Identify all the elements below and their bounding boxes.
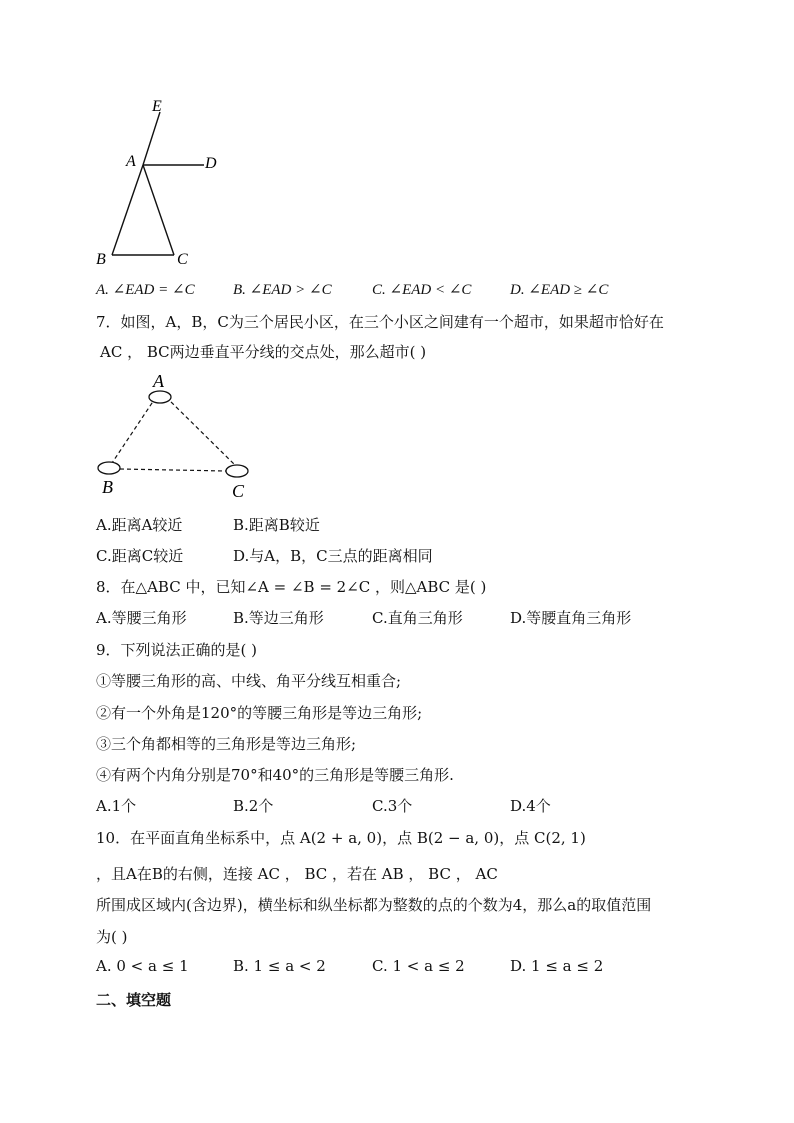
q9-option-a[interactable]: A.1个 [96,797,137,815]
dashed-ab [112,397,156,463]
q9-statement-4: ④有两个内角分别是70°和40°的三角形是等腰三角形. [96,766,454,784]
segment-ac [143,165,174,255]
label-e: E [152,98,162,115]
q7-option-b[interactable]: B.距离B较近 [233,516,320,534]
q8-option-b[interactable]: B.等边三角形 [233,609,324,627]
q8-option-c[interactable]: C.直角三角形 [372,609,463,627]
q10-stem-line1: 10．在平面直角坐标系中，点 A(2 + a, 0)，点 B(2 − a, 0)，点 C(2, 1) [96,829,586,847]
q7-option-c[interactable]: C.距离C较近 [96,547,184,565]
q9-option-c[interactable]: C.3个 [372,797,413,815]
q6-option-a[interactable]: A. ∠EAD = ∠C [96,282,195,298]
q9-option-d[interactable]: D.4个 [510,797,551,815]
q7-option-d[interactable]: D.与A，B，C三点的距离相同 [233,547,433,565]
q10-stem-line3: 所围成区域内(含边界)，横坐标和纵坐标都为整数的点的个数为4，那么a的取值范围 [96,896,652,914]
figure-three-communities [90,370,260,505]
q10-option-c[interactable]: C. 1 < a ≤ 2 [372,957,465,975]
label-c: C [177,251,188,268]
q8-option-a[interactable]: A.等腰三角形 [96,609,187,627]
label-a: A [153,371,164,391]
q8-option-d[interactable]: D.等腰直角三角形 [510,609,632,627]
q10-option-b[interactable]: B. 1 ≤ a < 2 [233,957,326,975]
q6-option-c[interactable]: C. ∠EAD < ∠C [372,282,472,298]
dashed-bc [120,469,226,471]
q10-stem-line2: ，且A在B的右侧，连接 AC ， BC ，若在 AB ， BC ， AC [96,865,498,883]
label-a: A [126,153,136,170]
q10-option-d[interactable]: D. 1 ≤ a ≤ 2 [510,957,604,975]
ray-ae [143,112,160,165]
node-c [226,465,248,477]
q10-stem-line4: 为( ) [96,928,128,946]
q7-stem-line2: AC ， BC两边垂直平分线的交点处，那么超市( ) [100,343,427,361]
segment-ab [112,165,143,255]
label-d: D [205,155,217,172]
q10-option-a[interactable]: A. 0 < a ≤ 1 [96,957,189,975]
label-b: B [102,477,113,497]
q9-option-b[interactable]: B.2个 [233,797,274,815]
node-b [98,462,120,474]
dashed-ac [166,397,236,466]
section-title-fill-in: 二、填空题 [96,991,172,1009]
q9-statement-1: ①等腰三角形的高、中线、角平分线互相重合; [96,672,402,690]
q7-option-a[interactable]: A.距离A较近 [96,516,183,534]
q7-stem-line1: 7．如图，A，B，C为三个居民小区，在三个小区之间建有一个超市，如果超市恰好在 [96,313,664,331]
q9-stem: 9．下列说法正确的是( ) [96,641,258,659]
q9-statement-2: ②有一个外角是120°的等腰三角形是等边三角形; [96,704,423,722]
q9-statement-3: ③三个角都相等的三角形是等边三角形; [96,735,357,753]
label-c: C [232,481,245,501]
node-a [149,391,171,403]
q6-option-b[interactable]: B. ∠EAD > ∠C [233,282,332,298]
q8-stem: 8．在△ABC 中，已知∠A = ∠B = 2∠C ，则△ABC 是( ) [96,578,487,596]
q6-option-d[interactable]: D. ∠EAD ≥ ∠C [510,282,609,298]
figure-triangle-exterior-angle [88,92,238,272]
label-b: B [96,251,106,268]
